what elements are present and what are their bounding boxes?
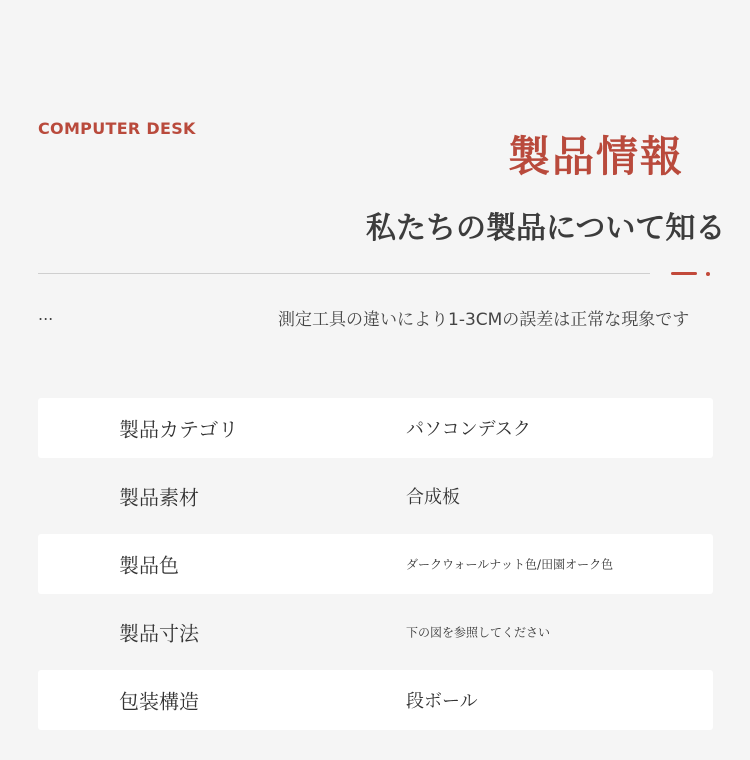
spec-label: 製品寸法: [119, 621, 199, 646]
spec-value: 段ボール: [406, 691, 478, 712]
spec-label: 製品色: [119, 553, 179, 578]
brand-label: COMPUTER DESK: [38, 119, 196, 138]
spec-row-color: [38, 534, 713, 594]
spec-label: 製品カテゴリ: [119, 417, 239, 442]
spec-label: 製品素材: [119, 485, 199, 510]
page-title: 製品情報: [508, 132, 685, 181]
spec-value: ダークウォールナット色/田園オーク色: [406, 557, 614, 572]
measurement-note: 測定工具の違いにより1-3CMの誤差は正常な現象です: [278, 310, 690, 330]
accent-dash: [671, 272, 697, 275]
spec-row-material: [38, 466, 713, 526]
section-divider: [38, 273, 650, 274]
spec-value: 合成板: [406, 487, 460, 508]
spec-row-dimensions: [38, 602, 713, 662]
spec-value: 下の図を参照してください: [406, 625, 551, 640]
spec-row-packaging: [38, 670, 713, 730]
ellipsis-text: ...: [38, 305, 54, 324]
spec-row-category: [38, 398, 713, 458]
spec-value: パソコンデスク: [406, 419, 531, 440]
spec-table: [38, 398, 713, 738]
page-subtitle: 私たちの製品について知る: [366, 211, 726, 246]
spec-label: 包装構造: [119, 689, 199, 714]
accent-dot: [706, 272, 710, 276]
